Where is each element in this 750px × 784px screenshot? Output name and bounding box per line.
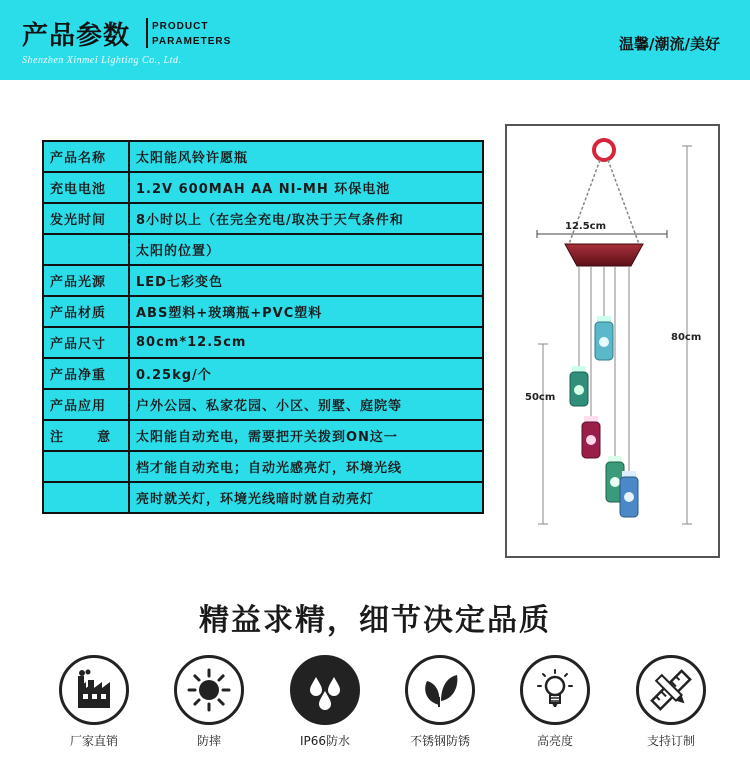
feature-label: 高亮度 — [536, 734, 573, 748]
spec-row — [43, 141, 483, 172]
feature-rustproof — [395, 655, 485, 749]
feature-label: IP66防水 — [299, 734, 351, 748]
water-drops-icon — [302, 667, 348, 713]
spec-value: 太阳的位置） — [129, 234, 483, 265]
section-title: 产品参数 — [22, 21, 131, 51]
ruler-pencil-icon — [648, 667, 694, 713]
spec-label: 注 意 — [43, 420, 129, 451]
wish-bottle — [582, 416, 600, 458]
spec-label: 发光时间 — [43, 203, 129, 234]
feature-high-brightness — [510, 655, 600, 749]
spec-value: 太阳能自动充电，需要把开关拨到ON这一 — [129, 420, 483, 451]
spec-row — [43, 389, 483, 420]
wish-bottle — [570, 366, 588, 406]
leaf-icon — [417, 667, 463, 713]
spec-label — [43, 482, 129, 513]
spec-value: LED七彩变色 — [129, 265, 483, 296]
feature-drop-proof — [164, 655, 254, 749]
spec-value: 户外公园、私家花园、小区、别墅、庭院等 — [129, 389, 483, 420]
spec-label: 产品应用 — [43, 389, 129, 420]
section-title-en — [152, 19, 231, 49]
feature-customization — [626, 655, 716, 749]
spec-row — [43, 203, 483, 234]
company-name: Shenzhen Xinmei Lighting Co., Ltd. — [22, 55, 182, 66]
slogan: 温馨/潮流/美好 — [619, 35, 720, 53]
spec-row — [43, 420, 483, 451]
wish-bottle — [595, 316, 613, 360]
title-divider — [146, 18, 148, 48]
factory-icon — [72, 668, 116, 712]
spec-value: 太阳能风铃许愿瓶 — [129, 141, 483, 172]
sun-icon — [186, 667, 232, 713]
wind-chime-illustration — [507, 126, 718, 556]
width-label: 12.5cm — [565, 221, 607, 232]
header-banner — [0, 0, 750, 80]
quality-headline: 精益求精，细节决定品质 — [199, 603, 551, 638]
spec-label — [43, 234, 129, 265]
spec-value: 0.25kg/个 — [129, 358, 483, 389]
spec-label: 产品光源 — [43, 265, 129, 296]
feature-waterproof — [280, 655, 370, 749]
spec-row — [43, 451, 483, 482]
spec-value: 档才能自动充电；自动光感亮灯，环境光线 — [129, 451, 483, 482]
spec-table — [42, 140, 484, 514]
spec-row — [43, 234, 483, 265]
solar-roof — [565, 244, 643, 266]
feature-factory-direct — [49, 655, 139, 749]
spec-label: 产品尺寸 — [43, 327, 129, 358]
spec-label: 产品名称 — [43, 141, 129, 172]
hanging-chain — [608, 160, 639, 244]
total-height-label: 80cm — [671, 332, 702, 343]
title-en-line2: PARAMETERS — [152, 36, 232, 47]
feature-label: 厂家直销 — [69, 734, 118, 748]
spec-row — [43, 172, 483, 203]
lightbulb-icon — [532, 667, 578, 713]
spec-row — [43, 265, 483, 296]
spec-value: 80cm*12.5cm — [129, 327, 483, 358]
spec-row — [43, 482, 483, 513]
feature-label: 支持订制 — [646, 734, 695, 748]
spec-row — [43, 358, 483, 389]
feature-label: 不锈钢防锈 — [409, 734, 470, 748]
spec-value: 亮时就关灯，环境光线暗时就自动亮灯 — [129, 482, 483, 513]
spec-label — [43, 451, 129, 482]
spec-value: ABS塑料+玻璃瓶+PVC塑料 — [129, 296, 483, 327]
spec-value: 1.2V 600MAH AA NI-MH 环保电池 — [129, 172, 483, 203]
wish-bottle — [620, 471, 638, 517]
chain-height-label: 50cm — [525, 392, 556, 403]
hanging-ring — [594, 140, 614, 160]
product-image-frame — [505, 124, 720, 558]
spec-label: 产品净重 — [43, 358, 129, 389]
spec-label: 充电电池 — [43, 172, 129, 203]
feature-label: 防摔 — [196, 734, 221, 748]
spec-row — [43, 327, 483, 358]
spec-label: 产品材质 — [43, 296, 129, 327]
title-en-line1: PRODUCT — [152, 21, 209, 32]
spec-value: 8小时以上（在完全充电/取决于天气条件和 — [129, 203, 483, 234]
spec-row — [43, 296, 483, 327]
